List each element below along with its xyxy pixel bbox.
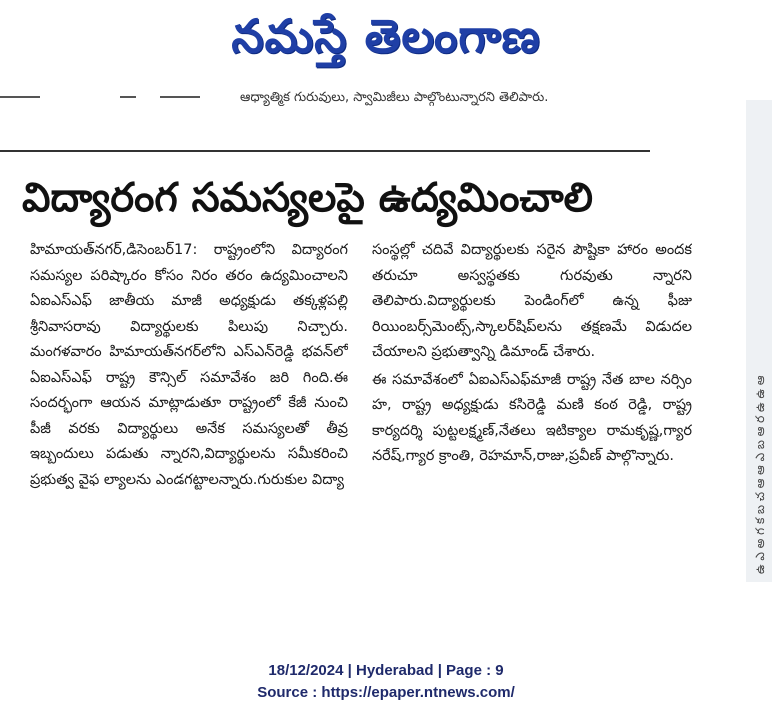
cut-fragment (120, 96, 136, 98)
article-paragraph: సంస్థల్లో చదివే విద్యార్థులకు సరైన పౌష్టికా హారం అందక తరుచూ అస్వస్థతకు గురవుతు న్నారని తెలిపారు.విద్యార్థులకు పెండింగ్‌లో ఉన్న ఫీజు రియింబర్స్‌మెంట్స్,స్కాలర్‌షిప్‌లను తక్షణమే విడుదల చేయాలని ప్రభుత్వాన్ని డిమాండ్ చేశారు. (372, 242, 692, 360)
section-divider (0, 150, 650, 152)
adjacent-column-strip (746, 100, 772, 582)
clipped-previous-article (0, 84, 772, 110)
newspaper-masthead: నమస్తే తెలంగాణ (231, 9, 541, 63)
article-column-left (30, 238, 348, 578)
date-city-page: 18/12/2024 | Hyderabad | Page : 9 (268, 662, 504, 679)
article-paragraph: హిమాయత్‌నగర్,డిసెంబర్17: రాష్ట్రంలోని విద్యారంగ సమస్యల పరిష్కారం కోసం నిరం తరం ఉద్యమించాలని ఏఐఎస్ఎఫ్ జాతీయ మాజీ అధ్యక్షుడు తక్కళ్లపల్లి శ్రీనివాసరావు విద్యార్థులకు పిలుపు నిచ్చారు. మంగళవారం హిమాయత్‌నగర్‌లోని ఎస్ఎన్‌రెడ్డి భవన్‌లో ఏఐఎస్ఎఫ్ రాష్ట్ర కౌన్సిల్ సమావేశం జరి గింది.ఈ సందర్భంగా ఆయన మాట్లాడుతూ రాష్ట్రంలో కేజీ నుంచి పీజీ వరకు విద్యార్థులు అనేక సమస్యలతో తీవ్ర ఇబ్బందులు పడుతు న్నారని,విద్యార్థులను సమీకరించి ప్రభుత్వ వైఫ ల్యాలను ఎండగట్టాలన్నారు.గురుకుల విద్యా (30, 242, 348, 488)
source-footer (0, 660, 772, 704)
adjacent-column-text: ఉ ఎ అ గ క బ చ ఆ ఆ ఎ బ ఆ ర ఉ ఉ ఆ (753, 375, 767, 574)
article-column-right (372, 238, 692, 578)
cut-fragment (0, 96, 40, 98)
article-paragraph: ఈ సమావేశంలో ఏఐఎస్ఎఫ్‌మాజీ రాష్ట్ర నేత బాల నర్సిం హ, రాష్ట్ర అధ్యక్షుడు కసిరెడ్డి మణి కంఠ రెడ్డి, రాష్ట్ర కార్యదర్శి పుట్టలక్ష్మణ్,నేతలు ఇటిక్యాల రామకృష్ణ,గ్యార నరేష్,గ్యార క్రాంతి, రెహమాన్,రాజు,ప్రవీణ్ పాల్గొన్నారు. (372, 371, 692, 464)
cut-text-line: ఆధ్యాత్మిక గురువులు, స్వామిజీలు పాల్గొంటున్నారని తెలిపారు. (240, 90, 549, 105)
source-url: Source : https://epaper.ntnews.com/ (257, 684, 515, 701)
article-headline: విద్యారంగ సమస్యలపై ఉద్యమించాలి (22, 175, 593, 221)
cut-fragment (160, 96, 200, 98)
